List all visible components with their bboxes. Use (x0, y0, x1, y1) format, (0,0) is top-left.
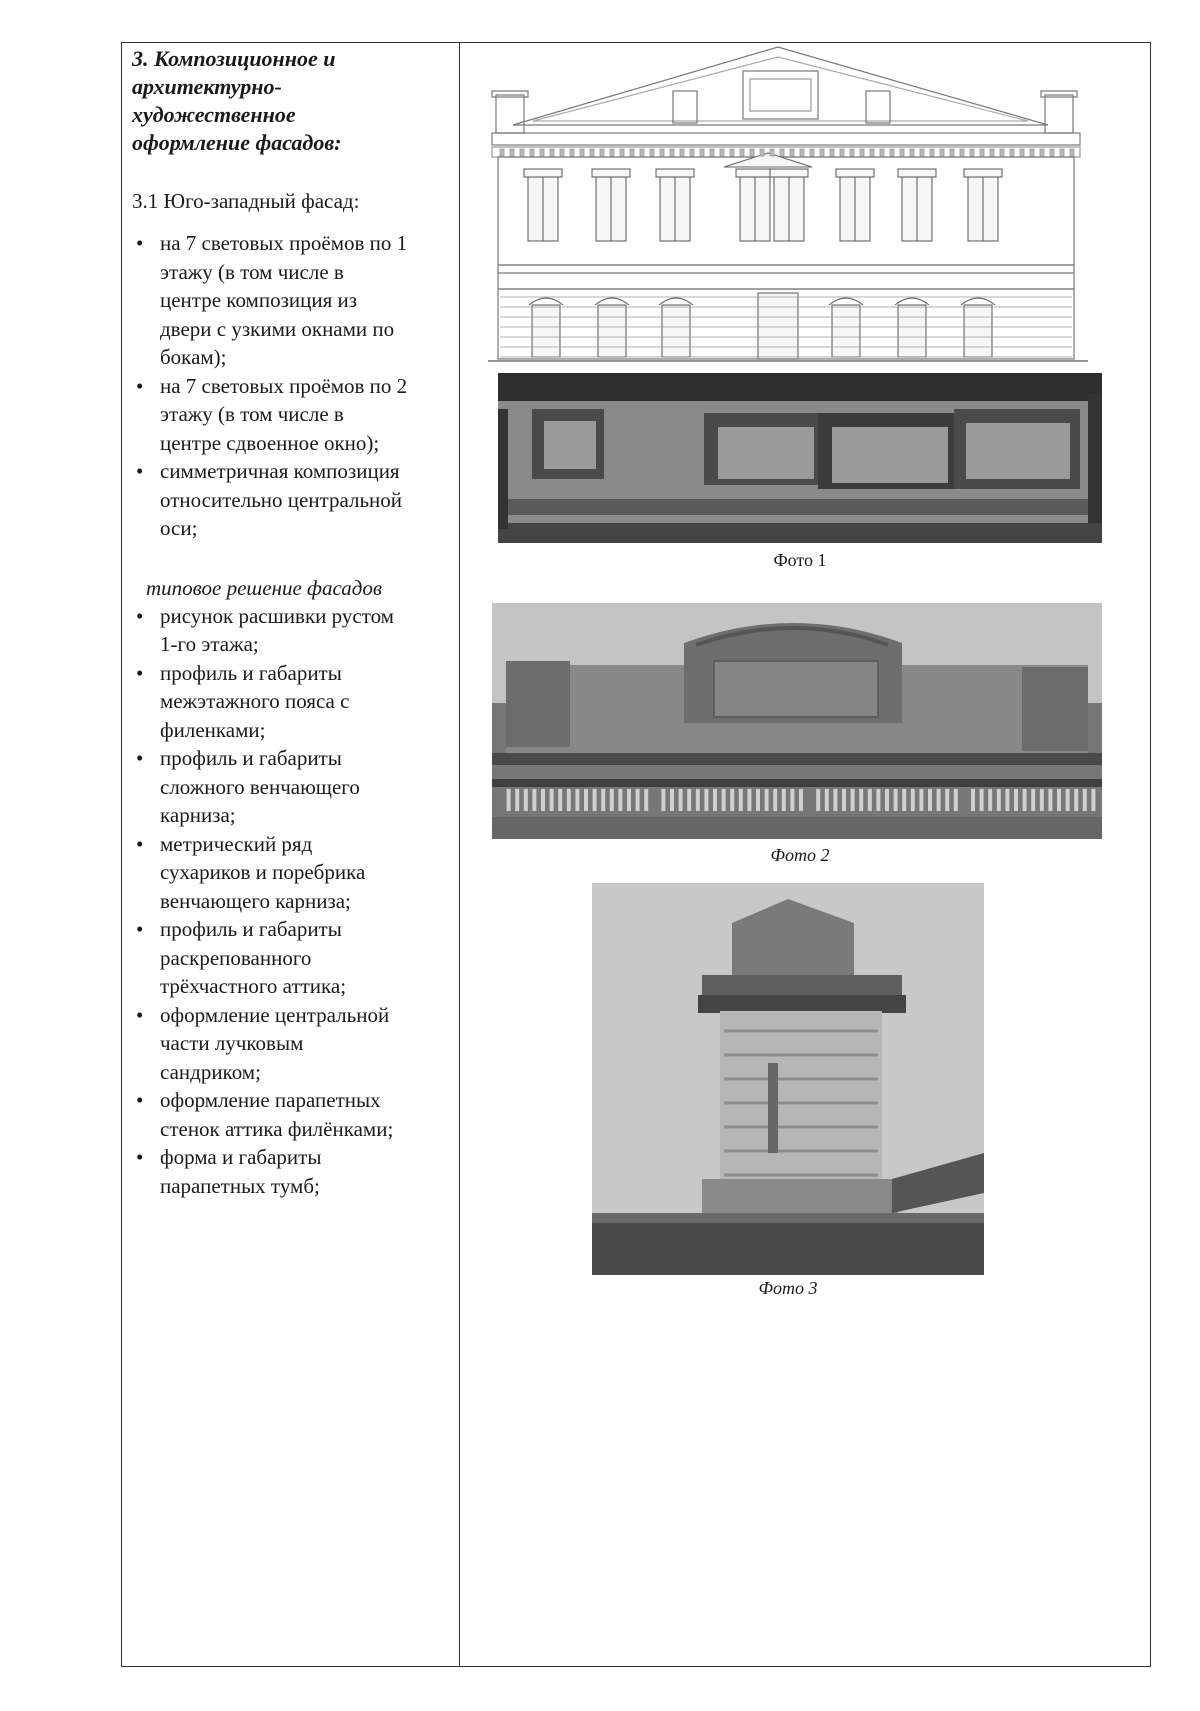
photo-3-image (592, 883, 984, 1275)
dentil (575, 789, 579, 811)
dentil (580, 149, 584, 156)
dentil (833, 789, 837, 811)
heading-line: архитектурно- (132, 74, 282, 99)
dentil (970, 149, 974, 156)
dentil (627, 789, 631, 811)
dentil (900, 149, 904, 156)
dentil (560, 149, 564, 156)
bullet-icon: • (136, 1145, 144, 1169)
dentil (1030, 149, 1034, 156)
dentil (567, 789, 571, 811)
lower-window (662, 305, 690, 357)
list-item: • метрический ряд сухариков и поребрика венчающего карниза; (136, 831, 366, 913)
dentil (739, 789, 743, 811)
dentil (1057, 789, 1061, 811)
dentil (687, 789, 691, 811)
window-cornice (736, 169, 774, 177)
dentil (696, 789, 700, 811)
dentil (1040, 789, 1044, 811)
dentil (1010, 149, 1014, 156)
window-cornice (656, 169, 694, 177)
dentil (799, 789, 803, 811)
dentil (940, 149, 944, 156)
dentil (894, 789, 898, 811)
dentil (945, 789, 949, 811)
dentil (876, 789, 880, 811)
dentil (593, 789, 597, 811)
dentil (773, 789, 777, 811)
dentil (790, 789, 794, 811)
lower-window (598, 305, 626, 357)
dentil (840, 149, 844, 156)
dentil (760, 149, 764, 156)
list-item: • симметричная композиция относительно центральной оси; (136, 459, 403, 540)
dentil (680, 149, 684, 156)
dentil (1066, 789, 1070, 811)
dentil (1048, 789, 1052, 811)
dentil (520, 149, 524, 156)
bullet-icon: • (136, 459, 144, 483)
dentil (679, 789, 683, 811)
dentil (885, 789, 889, 811)
dentil (937, 789, 941, 811)
dentil (630, 149, 634, 156)
heading-line: художественное (132, 102, 296, 127)
dentil (722, 789, 726, 811)
dentil (954, 789, 958, 811)
dentil (601, 789, 605, 811)
list-item: • оформление парапетных стенок аттика филёнками; (136, 1088, 394, 1141)
typical-solution-label: типовое решение фасадов (146, 575, 382, 600)
dentil (920, 149, 924, 156)
window-arch (895, 298, 929, 305)
dentil (532, 789, 536, 811)
dentil (530, 149, 534, 156)
dentil (851, 789, 855, 811)
photo-1-image (498, 373, 1102, 543)
dentil (507, 789, 511, 811)
dentil (860, 149, 864, 156)
dentil (980, 789, 984, 811)
dentil (584, 789, 588, 811)
window-arch (659, 298, 693, 305)
bullet-icon: • (136, 603, 144, 628)
dentil (919, 789, 923, 811)
dentil (1091, 789, 1095, 811)
dentil (988, 789, 992, 811)
dentil (870, 149, 874, 156)
photo-2-image (492, 603, 1102, 839)
dentil (890, 149, 894, 156)
dentil (910, 149, 914, 156)
dentil (990, 149, 994, 156)
photo-2-caption: Фото 2 (770, 845, 830, 865)
photo-1-caption: Фото 1 (773, 550, 827, 570)
photo-3-caption: Фото 3 (758, 1278, 818, 1298)
dentil (730, 789, 734, 811)
dentil (720, 149, 724, 156)
dentil (902, 789, 906, 811)
dentil (1031, 789, 1035, 811)
lower-window (832, 305, 860, 357)
dentil (950, 149, 954, 156)
bullet-icon: • (136, 373, 144, 398)
dentil (971, 789, 975, 811)
dentil (930, 149, 934, 156)
bullet-icon: • (136, 917, 144, 941)
dentil (524, 789, 528, 811)
typical-solution-list (128, 602, 458, 1201)
window-cornice (964, 169, 1002, 177)
dentil (770, 149, 774, 156)
dentil (825, 789, 829, 811)
window-cornice (592, 169, 630, 177)
dentil (740, 149, 744, 156)
dentil (590, 149, 594, 156)
dentil (704, 789, 708, 811)
dentil (1020, 149, 1024, 156)
central-pediment (724, 153, 812, 167)
dentil (1083, 789, 1087, 811)
dentil (859, 789, 863, 811)
dentil (830, 149, 834, 156)
dentil (1000, 149, 1004, 156)
dentil (510, 149, 514, 156)
dentil (782, 789, 786, 811)
dentil (1074, 789, 1078, 811)
dentil (765, 789, 769, 811)
heading-line: 3. Композиционное и (132, 46, 336, 71)
dentil (690, 149, 694, 156)
dentil (640, 149, 644, 156)
section-heading (132, 45, 458, 157)
bullet-icon: • (136, 1002, 144, 1027)
facade-list (128, 229, 458, 543)
dentil (997, 789, 1001, 811)
bullet-icon: • (136, 660, 144, 685)
list-item: • на 7 световых проёмов по 1 этажу (в том числе в центре композиция из двери с узкими окнами по бокам); (136, 231, 408, 369)
list-item: • форма и габариты парапетных тумб; (136, 1145, 322, 1198)
dentil (620, 149, 624, 156)
list-item: • профиль и габариты сложного венчающего карниза; (136, 746, 360, 827)
bullet-icon: • (136, 831, 144, 856)
dentil (558, 789, 562, 811)
list-item: • на 7 световых проёмов по 2 этажу (в том числе в центре сдвоенное окно); (136, 373, 408, 455)
dentil (980, 149, 984, 156)
dentil (810, 149, 814, 156)
dentil (1050, 149, 1054, 156)
dentil (541, 789, 545, 811)
dentil (816, 789, 820, 811)
dentil (756, 789, 760, 811)
bullet-icon: • (136, 1088, 144, 1112)
dentil (670, 149, 674, 156)
dentil (842, 789, 846, 811)
list-item: • профиль и габариты межэтажного пояса с филенками; (136, 660, 350, 742)
window-cornice (524, 169, 562, 177)
dentil (730, 149, 734, 156)
dentil (1060, 149, 1064, 156)
dentil (670, 789, 674, 811)
dentil (540, 149, 544, 156)
lower-window (532, 305, 560, 357)
dentil (660, 149, 664, 156)
window-cornice (836, 169, 874, 177)
bullet-icon: • (136, 746, 144, 770)
list-item: • оформление центральной части лучковым сандриком; (136, 1002, 390, 1084)
dentil (747, 789, 751, 811)
window-arch (595, 298, 629, 305)
dentil (610, 789, 614, 811)
dentil (550, 789, 554, 811)
figures-column (460, 43, 1150, 1666)
dentil (800, 149, 804, 156)
dentil (700, 149, 704, 156)
facade-drawing (488, 43, 1118, 363)
dentil (650, 149, 654, 156)
dentil (600, 149, 604, 156)
dentil (610, 149, 614, 156)
dentil (928, 789, 932, 811)
dentil (868, 789, 872, 811)
lower-window (964, 305, 992, 357)
dentil (515, 789, 519, 811)
window-cornice (770, 169, 808, 177)
dentil (780, 149, 784, 156)
window-arch (529, 298, 563, 305)
document-table (121, 42, 1151, 1667)
dentil (644, 789, 648, 811)
dentil (820, 149, 824, 156)
dentil (880, 149, 884, 156)
dentil (960, 149, 964, 156)
dentil (500, 149, 504, 156)
dentil (713, 789, 717, 811)
window-arch (961, 298, 995, 305)
list-item: • профиль и габариты раскрепованного трёхчастного аттика; (136, 917, 347, 998)
dentil (636, 789, 640, 811)
dentil (911, 789, 915, 811)
dentil (661, 789, 665, 811)
dentil (550, 149, 554, 156)
dentil (1040, 149, 1044, 156)
text-column (128, 45, 458, 1200)
heading-line: оформление фасадов: (132, 130, 342, 155)
dentil (850, 149, 854, 156)
dentil (1005, 789, 1009, 811)
facade-title: 3.1 Юго-западный фасад: (132, 189, 360, 213)
list-item: • рисунок расшивки рустом 1-го этажа; (136, 603, 394, 656)
window-cornice (898, 169, 936, 177)
dentil (790, 149, 794, 156)
dentil (618, 789, 622, 811)
dentil (750, 149, 754, 156)
lower-window (898, 305, 926, 357)
window-arch (829, 298, 863, 305)
dentil (570, 149, 574, 156)
dentil (1014, 789, 1018, 811)
dentil (1023, 789, 1027, 811)
bullet-icon: • (136, 231, 144, 255)
central-door (758, 293, 798, 359)
dentil (1070, 149, 1074, 156)
dentil (710, 149, 714, 156)
